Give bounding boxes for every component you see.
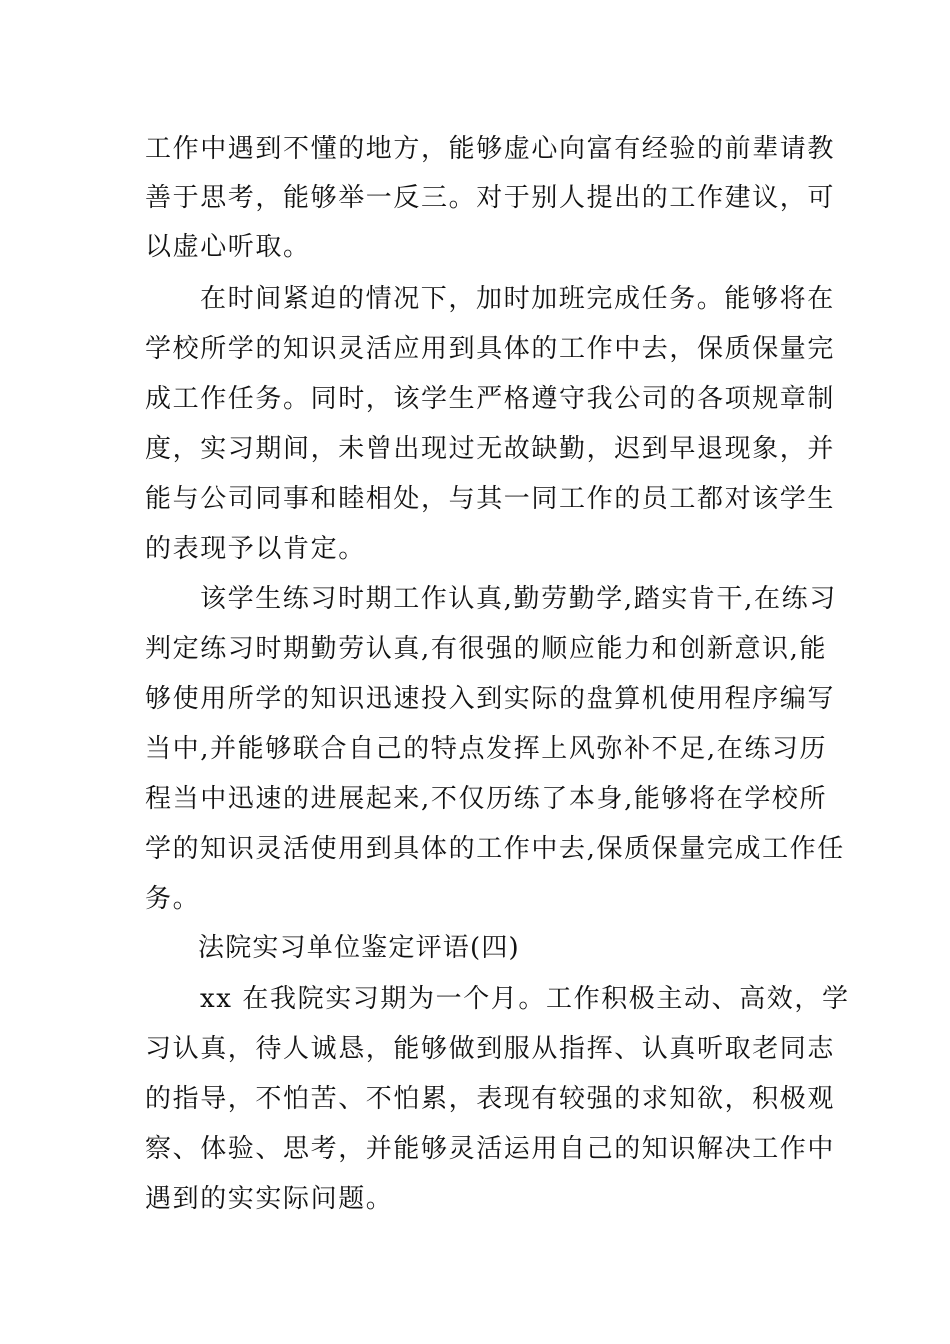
section-heading: 法院实习单位鉴定评语(四) (198, 933, 520, 963)
body-text-line: 以虚心听取。 (145, 232, 311, 262)
paragraph-first-line: xx 在我院实习期为一个月。工作积极主动、高效，学 (200, 984, 850, 1014)
body-text-line: 度，实习期间，未曾出现过无故缺勤，迟到早退现象，并 (145, 434, 836, 464)
body-text-line: 够使用所学的知识迅速投入到实际的盘算机使用程序编写 (145, 684, 836, 714)
body-text-line: 的指导，不怕苦、不怕累，表现有较强的求知欲，积极观 (145, 1084, 836, 1114)
body-text-line: 学校所学的知识灵活应用到具体的工作中去，保质保量完 (145, 334, 836, 364)
body-text-line: 判定练习时期勤劳认真,有很强的顺应能力和创新意识,能 (145, 634, 828, 664)
body-text-line: 的表现予以肯定。 (145, 534, 366, 564)
body-text-line: 能与公司同事和睦相处，与其一同工作的员工都对该学生 (145, 484, 836, 514)
body-text-line: 善于思考，能够举一反三。对于别人提出的工作建议，可 (145, 183, 836, 213)
body-text-line: 程当中迅速的进展起来,不仅历练了本身,能够将在学校所 (145, 784, 828, 814)
body-text-line: 成工作任务。同时，该学生严格遵守我公司的各项规章制 (145, 384, 836, 414)
paragraph-first-line: 在时间紧迫的情况下，加时加班完成任务。能够将在 (200, 284, 835, 314)
body-text-line: 学的知识灵活使用到具体的工作中去,保质保量完成工作任 (145, 834, 845, 864)
body-text-line: 察、体验、思考，并能够灵活运用自己的知识解决工作中 (145, 1134, 836, 1164)
body-text-line: 习认真，待人诚恳，能够做到服从指挥、认真听取老同志 (145, 1034, 836, 1064)
paragraph-first-line: 该学生练习时期工作认真,勤劳勤学,踏实肯干,在练习 (200, 584, 837, 614)
body-text-line: 工作中遇到不懂的地方，能够虚心向富有经验的前辈请教 (145, 134, 836, 164)
body-text-line: 务。 (145, 884, 201, 914)
body-text-line: 遇到的实实际问题。 (145, 1184, 394, 1214)
body-text-line: 当中,并能够联合自己的特点发挥上风弥补不足,在练习历 (145, 734, 828, 764)
